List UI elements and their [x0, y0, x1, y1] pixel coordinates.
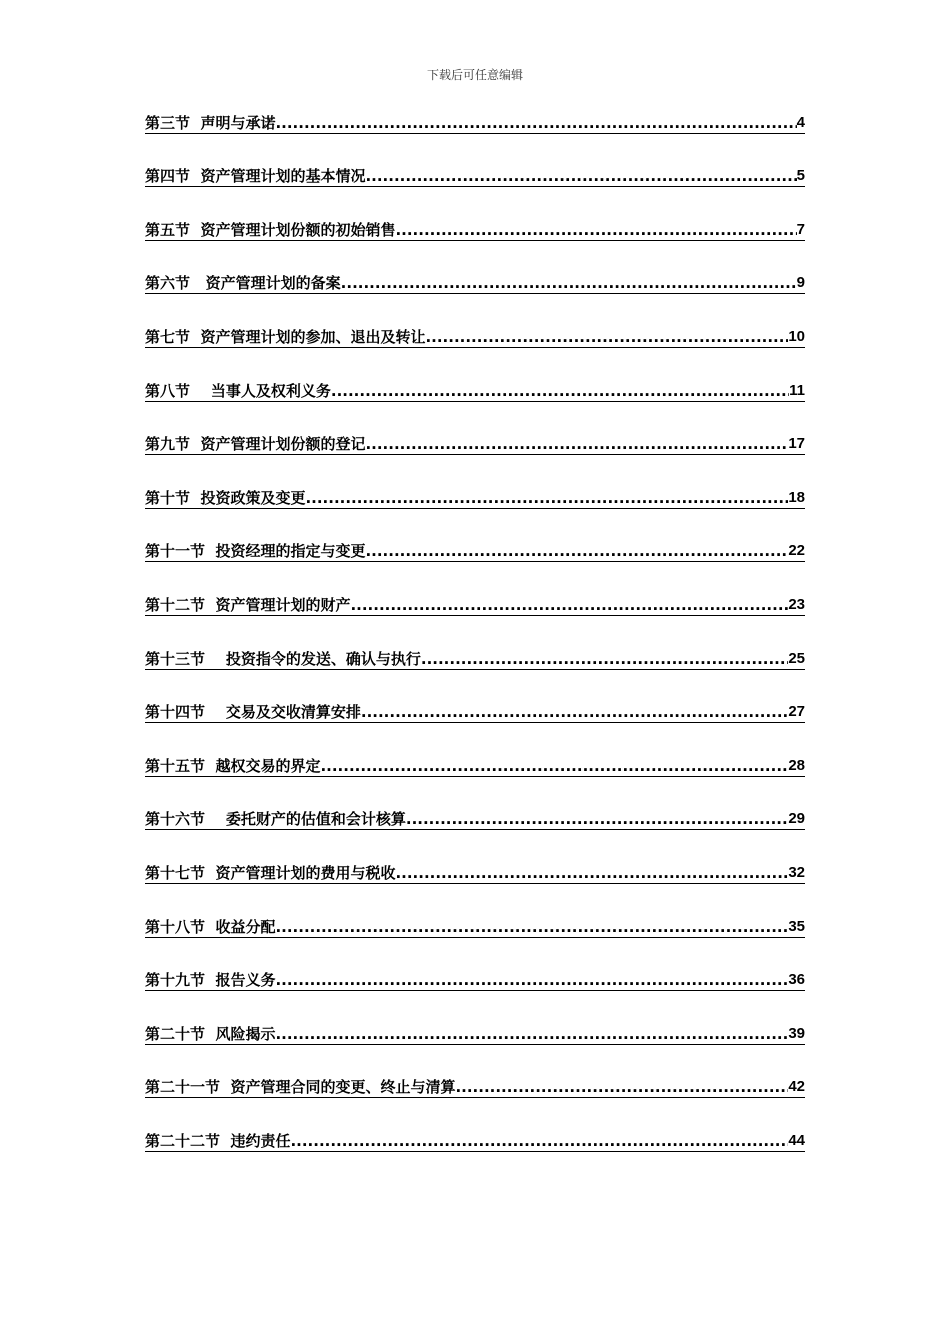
toc-dot-leader: [365, 167, 796, 185]
toc-entry-page: 44: [788, 1131, 805, 1149]
toc-entry-page: 10: [788, 327, 805, 345]
toc-entry-title: 第二十二节 违约责任: [145, 1131, 291, 1150]
toc-entry-section-21[interactable]: [145, 1069, 805, 1123]
toc-dot-leader: [421, 650, 788, 668]
toc-entry-section-7[interactable]: [145, 318, 805, 372]
toc-entry-page: 29: [788, 810, 805, 828]
toc-entry-title: 第二十节 风险揭示: [145, 1024, 276, 1043]
toc-entry-section-20[interactable]: [145, 1015, 805, 1069]
toc-entry-title: 第十九节 报告义务: [145, 971, 276, 990]
toc-entry-title: 第五节 资产管理计划份额的初始销售: [145, 220, 396, 239]
toc-dot-leader: [275, 971, 788, 989]
toc-dot-leader: [365, 542, 788, 560]
toc-dot-leader: [331, 382, 789, 400]
toc-entry-title: 第八节 当事人及权利义务: [145, 381, 331, 400]
toc-entry-title: 第九节 资产管理计划份额的登记: [145, 435, 366, 454]
toc-dot-leader: [365, 435, 788, 453]
toc-entry-title: 第十五节 越权交易的界定: [145, 756, 321, 775]
toc-dot-leader: [290, 1132, 788, 1150]
page-header: 下载后可任意编辑: [426, 68, 523, 82]
toc-entry-page: 32: [788, 863, 805, 881]
toc-entry-page: 35: [788, 917, 805, 935]
toc-entry-page: 5: [796, 167, 805, 185]
toc-entry-section-14[interactable]: [145, 694, 805, 748]
toc-dot-leader: [275, 1025, 788, 1043]
toc-entry-title: 第十七节 资产管理计划的费用与税收: [145, 863, 396, 882]
toc-entry-title: 第四节 资产管理计划的基本情况: [145, 167, 366, 186]
toc-dot-leader: [395, 864, 788, 882]
toc-entry-page: 18: [788, 488, 805, 506]
toc-dot-leader: [425, 328, 788, 346]
toc-entry-page: 42: [788, 1078, 805, 1096]
toc-entry-page: 22: [788, 542, 805, 560]
toc-dot-leader: [455, 1078, 788, 1096]
toc-dot-leader: [361, 703, 788, 721]
toc-entry-page: 25: [788, 649, 805, 667]
toc-entry-page: 4: [796, 113, 805, 131]
toc-dot-leader: [350, 596, 788, 614]
toc-entry-section-18[interactable]: [145, 908, 805, 962]
toc-entry-title: 第三节 声明与承诺: [145, 113, 276, 132]
toc-entry-section-22[interactable]: [145, 1122, 805, 1176]
toc-entry-section-19[interactable]: [145, 962, 805, 1016]
toc-entry-title: 第十四节 交易及交收清算安排: [145, 703, 361, 722]
toc-entry-title: 第十八节 收益分配: [145, 917, 276, 936]
toc-dot-leader: [275, 114, 796, 132]
toc-entry-section-6[interactable]: [145, 265, 805, 319]
toc-entry-title: 第十一节 投资经理的指定与变更: [145, 542, 366, 561]
toc-entry-page: 11: [789, 381, 805, 399]
toc-entry-section-3[interactable]: [145, 104, 805, 158]
toc-entry-section-8[interactable]: [145, 372, 805, 426]
toc-dot-leader: [320, 757, 788, 775]
toc-entry-page: 9: [796, 274, 805, 292]
toc-entry-section-9[interactable]: [145, 426, 805, 480]
toc-entry-title: 第十节 投资政策及变更: [145, 488, 306, 507]
toc-entry-section-13[interactable]: [145, 640, 805, 694]
toc-entry-section-15[interactable]: [145, 747, 805, 801]
toc-entry-title: 第十二节 资产管理计划的财产: [145, 595, 351, 614]
toc-entry-page: 27: [788, 703, 805, 721]
toc-entry-section-17[interactable]: [145, 854, 805, 908]
toc-entry-title: 第十三节 投资指令的发送、确认与执行: [145, 649, 421, 668]
table-of-contents: [145, 104, 805, 1176]
toc-dot-leader: [395, 221, 796, 239]
toc-entry-section-10[interactable]: [145, 479, 805, 533]
toc-entry-section-16[interactable]: [145, 801, 805, 855]
toc-entry-page: 39: [788, 1024, 805, 1042]
toc-entry-section-11[interactable]: [145, 533, 805, 587]
toc-entry-page: 28: [788, 756, 805, 774]
toc-dot-leader: [406, 810, 788, 828]
toc-entry-section-5[interactable]: [145, 211, 805, 265]
toc-entry-title: 第六节 资产管理计划的备案: [145, 274, 341, 293]
toc-entry-title: 第七节 资产管理计划的参加、退出及转让: [145, 327, 426, 346]
toc-entry-section-12[interactable]: [145, 586, 805, 640]
toc-entry-page: 36: [788, 971, 805, 989]
toc-entry-page: 7: [796, 220, 805, 238]
toc-entry-page: 17: [788, 435, 805, 453]
toc-entry-page: 23: [788, 595, 805, 613]
toc-entry-title: 第二十一节 资产管理合同的变更、终止与清算: [145, 1078, 456, 1097]
toc-dot-leader: [305, 489, 788, 507]
toc-entry-title: 第十六节 委托财产的估值和会计核算: [145, 810, 406, 829]
toc-entry-section-4[interactable]: [145, 158, 805, 212]
toc-dot-leader: [275, 918, 788, 936]
toc-dot-leader: [341, 274, 797, 292]
